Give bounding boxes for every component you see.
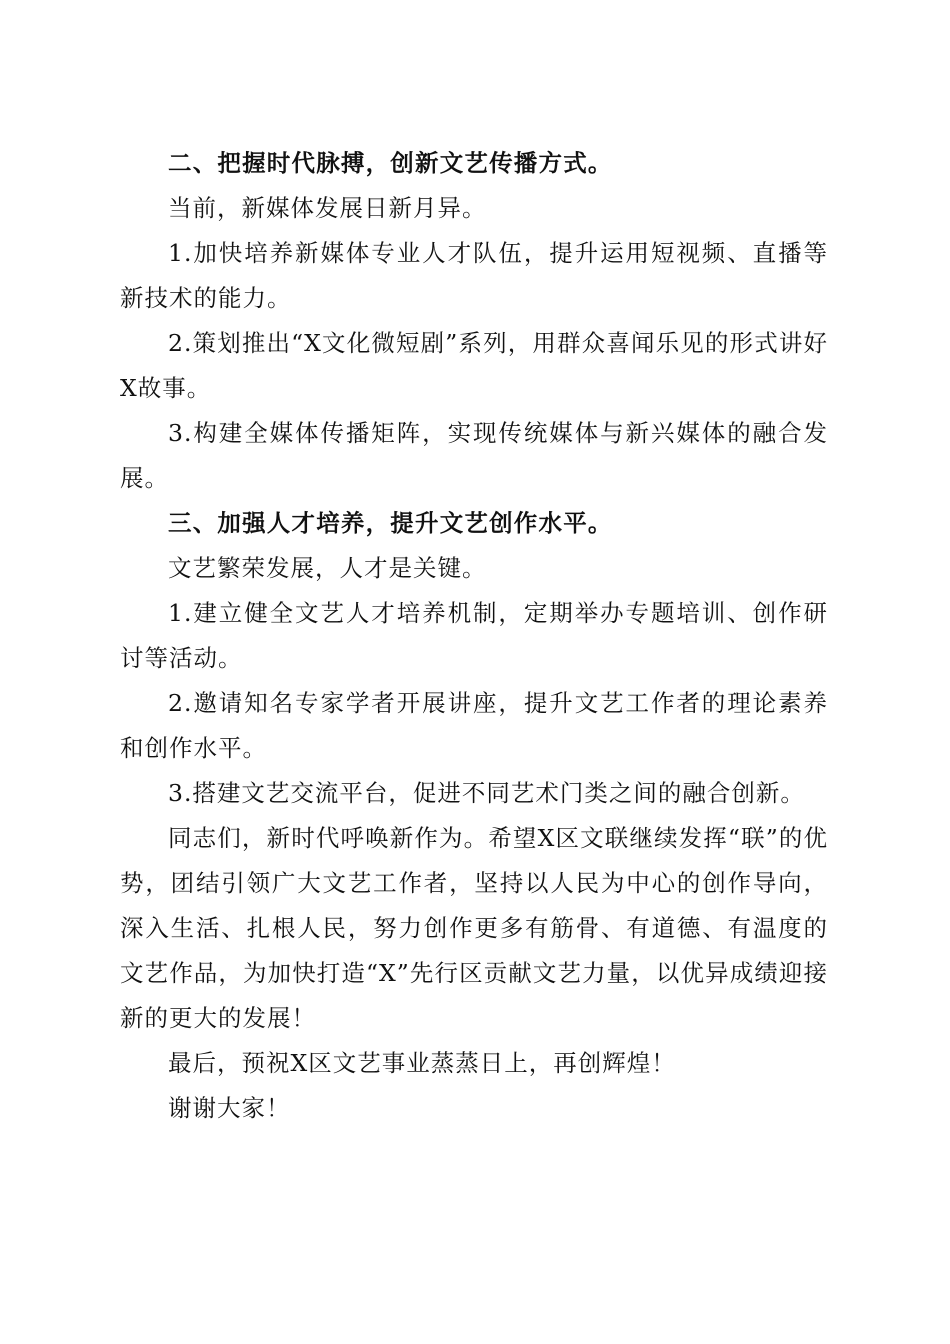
closing-thanks: 谢谢大家！: [168, 1094, 291, 1122]
section-heading-3: 三、加强人才培养，提升文艺创作水平。: [168, 509, 613, 537]
list-item-3-2: 2.邀请知名专家学者开展讲座，提升文艺工作者的理论素养和创作水平。: [120, 689, 828, 762]
list-item-2-2: 2.策划推出“X文化微短剧”系列，用群众喜闻乐见的形式讲好X故事。: [120, 329, 828, 402]
list-item-3-3: 3.搭建文艺交流平台，促进不同艺术门类之间的融合创新。: [168, 779, 805, 807]
closing-paragraph: 同志们，新时代呼唤新作为。希望X区文联继续发挥“联”的优势，团结引领广大文艺工作者，坚持以人民为中心的创作导向，深入生活、扎根人民，努力创作更多有筋骨、有道德、有温度的文艺作品，为加快打造“X”先行区贡献文艺力量，以优异成绩迎接新的更大的发展！: [120, 824, 828, 1032]
list-item-3-1: 1.建立健全文艺人才培养机制，定期举办专题培训、创作研讨等活动。: [120, 599, 828, 672]
list-item-2-1: 1.加快培养新媒体专业人才队伍，提升运用短视频、直播等新技术的能力。: [120, 239, 828, 312]
paragraph-intro-2: 当前，新媒体发展日新月异。: [168, 194, 487, 222]
closing-wish: 最后，预祝X区文艺事业蒸蒸日上，再创辉煌！: [168, 1049, 676, 1077]
section-heading-2: 二、把握时代脉搏，创新文艺传播方式。: [168, 149, 613, 177]
list-item-2-3: 3.构建全媒体传播矩阵，实现传统媒体与新兴媒体的融合发展。: [120, 419, 828, 492]
document-body: [120, 141, 828, 1131]
paragraph-intro-3: 文艺繁荣发展，人才是关键。: [168, 554, 487, 582]
